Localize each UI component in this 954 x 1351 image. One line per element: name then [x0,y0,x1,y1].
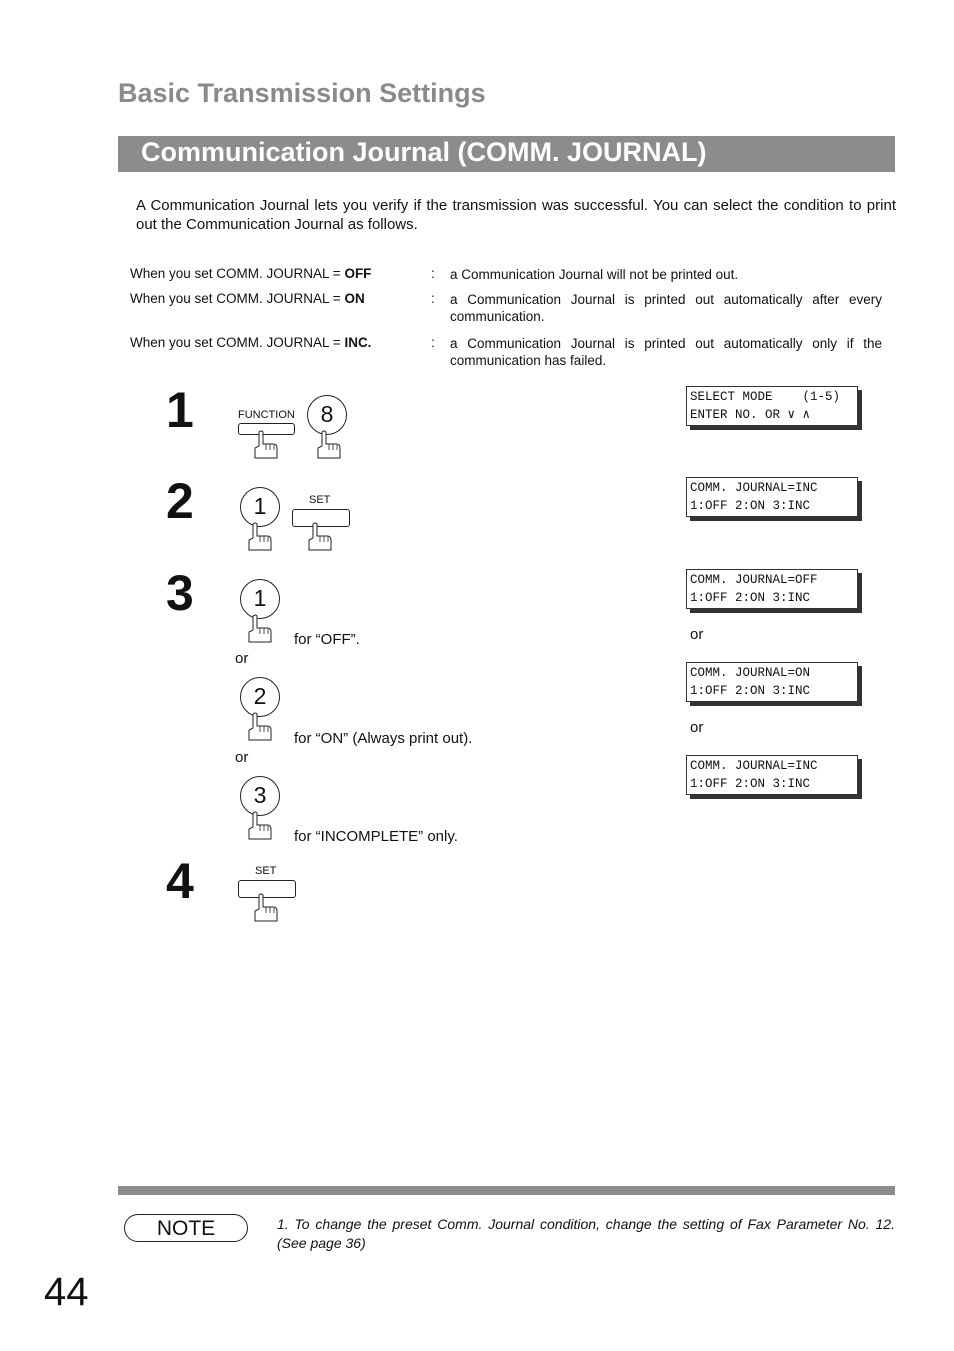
option-incomplete-text: for “INCOMPLETE” only. [294,828,458,845]
lcd-display-on: COMM. JOURNAL=ON 1:OFF 2:ON 3:INC [686,662,858,702]
lcd-display-off: COMM. JOURNAL=OFF 1:OFF 2:ON 3:INC [686,569,858,609]
condition-off-desc: a Communication Journal will not be printed out. [450,267,739,282]
note-divider [118,1186,895,1195]
lcd-display-inc: COMM. JOURNAL=INC 1:OFF 2:ON 3:INC [686,755,858,795]
intro-paragraph: A Communication Journal lets you verify if the transmission was successful. You can select the condition to print out the Communication Journal as follows. [136,197,896,233]
option-off-text: for “OFF”. [294,631,360,648]
finger-press-icon [246,712,276,742]
step-4-number: 4 [166,853,194,909]
page-title-bar [118,136,895,172]
set-key-label: SET [309,494,331,506]
condition-on-desc: a Communication Journal is printed out automatically after every communication. [450,292,882,324]
or-label: or [235,749,249,766]
or-label: or [235,650,249,667]
step-3-number: 3 [166,565,194,621]
finger-press-icon [252,893,282,923]
key-2-button[interactable]: 2 [240,677,280,717]
condition-off-label: When you set COMM. JOURNAL = OFF [130,266,372,281]
lcd-display-step1: SELECT MODE (1-5) ENTER NO. OR ∨ ∧ [686,386,858,426]
or-label: or [690,719,704,736]
condition-inc-colon: : [431,335,435,350]
finger-press-icon [246,522,276,552]
condition-on-label: When you set COMM. JOURNAL = ON [130,291,365,306]
finger-press-icon [252,430,282,460]
page-number: 44 [44,1270,89,1314]
section-title: Basic Transmission Settings [118,78,486,108]
finger-press-icon [246,811,276,841]
condition-on-colon: : [431,291,435,306]
lcd-display-step2: COMM. JOURNAL=INC 1:OFF 2:ON 3:INC [686,477,858,517]
step-1-number: 1 [166,382,194,438]
key-1-button[interactable]: 1 [240,487,280,527]
key-8-button[interactable]: 8 [307,395,347,435]
condition-off-colon: : [431,266,435,281]
finger-press-icon [306,522,336,552]
condition-inc-label: When you set COMM. JOURNAL = INC. [130,335,372,350]
or-label: or [690,626,704,643]
finger-press-icon [315,430,345,460]
set-key-label: SET [255,865,277,877]
note-badge: NOTE [124,1214,248,1242]
finger-press-icon [246,614,276,644]
key-1-button[interactable]: 1 [240,579,280,619]
step-2-number: 2 [166,473,194,529]
key-3-button[interactable]: 3 [240,776,280,816]
page-title: Communication Journal (COMM. JOURNAL) [141,137,707,167]
condition-inc-desc: a Communication Journal is printed out automatically only if the communication has failed. [450,336,882,368]
function-key-label: FUNCTION [238,409,295,421]
option-on-text: for “ON” (Always print out). [294,730,473,747]
note-text: 1. To change the preset Comm. Journal condition, change the setting of Fax Parameter No. 12. (See page 36) [277,1216,895,1251]
